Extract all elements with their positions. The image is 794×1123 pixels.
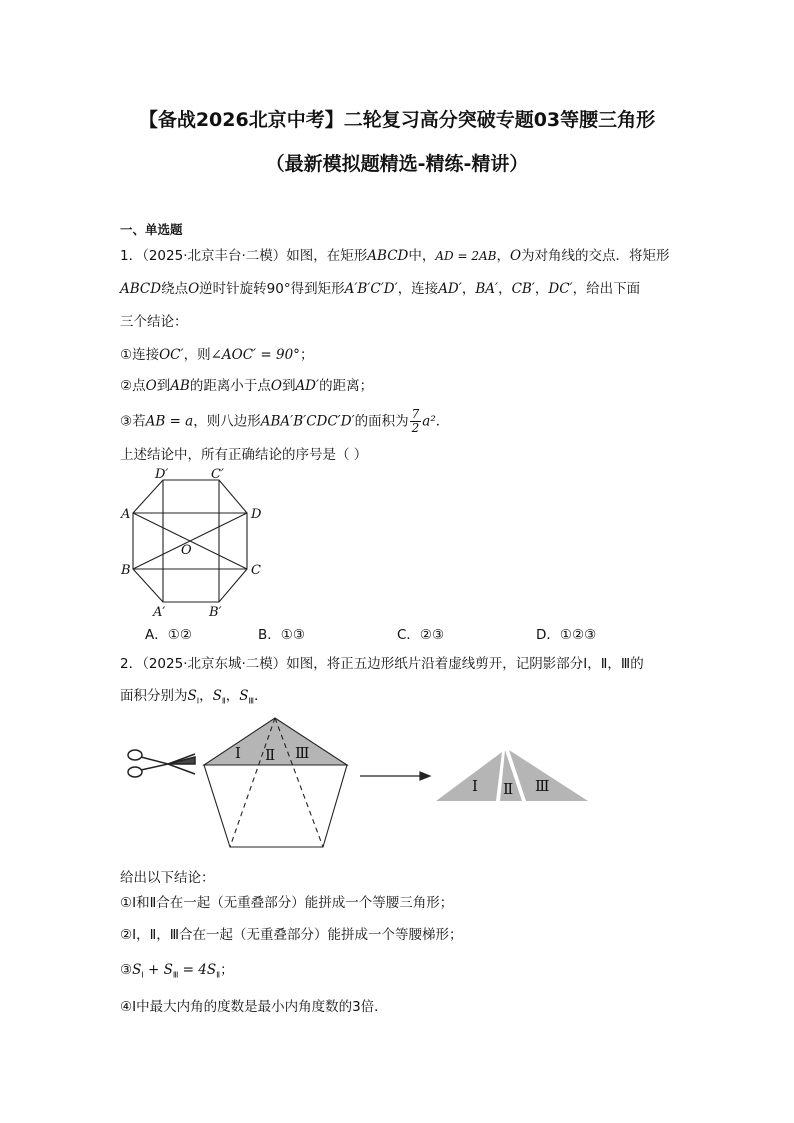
label-C: C bbox=[251, 563, 261, 578]
shaded-triangle bbox=[204, 718, 347, 765]
label-C-prime: C′ bbox=[211, 468, 224, 482]
piece-label-II: Ⅱ bbox=[503, 780, 514, 798]
piece-label-III: Ⅲ bbox=[535, 777, 550, 795]
q2-conclusion-3: $③S_Ⅰ + S_Ⅲ = 4S_Ⅱ$； bbox=[120, 962, 234, 980]
scissors-icon bbox=[128, 750, 195, 777]
label-III: Ⅲ bbox=[295, 744, 310, 762]
q1-line-1: 1．（2025·北京丰台·二模）如图，在矩形ABCD中，AD = 2AB，O为对角线的交点．将矩形 bbox=[120, 248, 670, 264]
q1-line-3: 三个结论： bbox=[120, 314, 188, 330]
q1-conclusion-1: ①连接OC′，则∠AOC′ = 90°； bbox=[120, 347, 314, 363]
label-A: A bbox=[121, 507, 131, 522]
q1-option-d: D．①②③ bbox=[536, 627, 597, 643]
pentagon-lower bbox=[204, 765, 347, 847]
q1-question: 上述结论中，所有正确结论的序号是（ ） bbox=[120, 447, 368, 463]
piece-I bbox=[436, 752, 502, 801]
label-A-prime: A′ bbox=[153, 605, 166, 618]
q2-conclusion-4: ④Ⅰ中最大内角的度数是最小内角度数的3倍． bbox=[120, 999, 388, 1015]
q2-conclusion-1: ①Ⅰ和Ⅱ合在一起（无重叠部分）能拼成一个等腰三角形； bbox=[120, 895, 454, 911]
fraction-7-2: $\frac{7}{2}$ bbox=[411, 407, 420, 435]
q2-conclusion-2: ②Ⅰ，Ⅱ，Ⅲ合在一起（无重叠部分）能拼成一个等腰梯形； bbox=[120, 927, 463, 943]
q1-option-a: A．①② bbox=[145, 627, 192, 643]
q1-option-c: C．②③ bbox=[397, 627, 445, 643]
piece-label-I: Ⅰ bbox=[472, 777, 478, 795]
title-line-1: 【备战2026北京中考】二轮复习高分突破专题03等腰三角形 bbox=[138, 109, 656, 131]
q2-line-1: 2．（2025·北京东城·二模）如图，将正五边形纸片沿着虚线剪开，记阴影部分Ⅰ，Ⅱ，Ⅲ的 bbox=[120, 656, 644, 672]
label-D-prime: D′ bbox=[155, 468, 169, 482]
q2-line-2: 面积分别为$S_Ⅰ$，$S_Ⅱ$，$S_Ⅲ$． bbox=[120, 688, 268, 706]
label-O: O bbox=[181, 543, 192, 558]
label-D: D bbox=[251, 507, 262, 522]
q2-given: 给出以下结论： bbox=[120, 870, 215, 886]
q1-conclusion-3: ③若AB = a，则八边形ABA′B′CDC′D′的面积为 $\frac{7}{2}$ a²． bbox=[120, 407, 450, 435]
title-line-2: （最新模拟题精选-精练-精讲） bbox=[265, 153, 529, 175]
q1-line-2: ABCD绕点O逆时针旋转90°得到矩形A′B′C′D′，连接AD′，BA′，CB′，DC′，给出下面 bbox=[120, 281, 641, 297]
label-B: B bbox=[121, 563, 131, 578]
section-heading: 一、单选题 bbox=[120, 222, 183, 237]
arrow-right-icon bbox=[360, 772, 430, 780]
label-B-prime: B′ bbox=[209, 605, 222, 618]
q2-pentagon-figure bbox=[120, 712, 600, 857]
q1-option-b: B．①③ bbox=[258, 627, 305, 643]
label-I: Ⅰ bbox=[235, 744, 241, 762]
label-II: Ⅱ bbox=[265, 746, 276, 764]
q1-octagon-figure bbox=[115, 468, 265, 618]
q1-conclusion-2: ②点O到AB的距离小于点O到AD′的距离； bbox=[120, 378, 374, 394]
